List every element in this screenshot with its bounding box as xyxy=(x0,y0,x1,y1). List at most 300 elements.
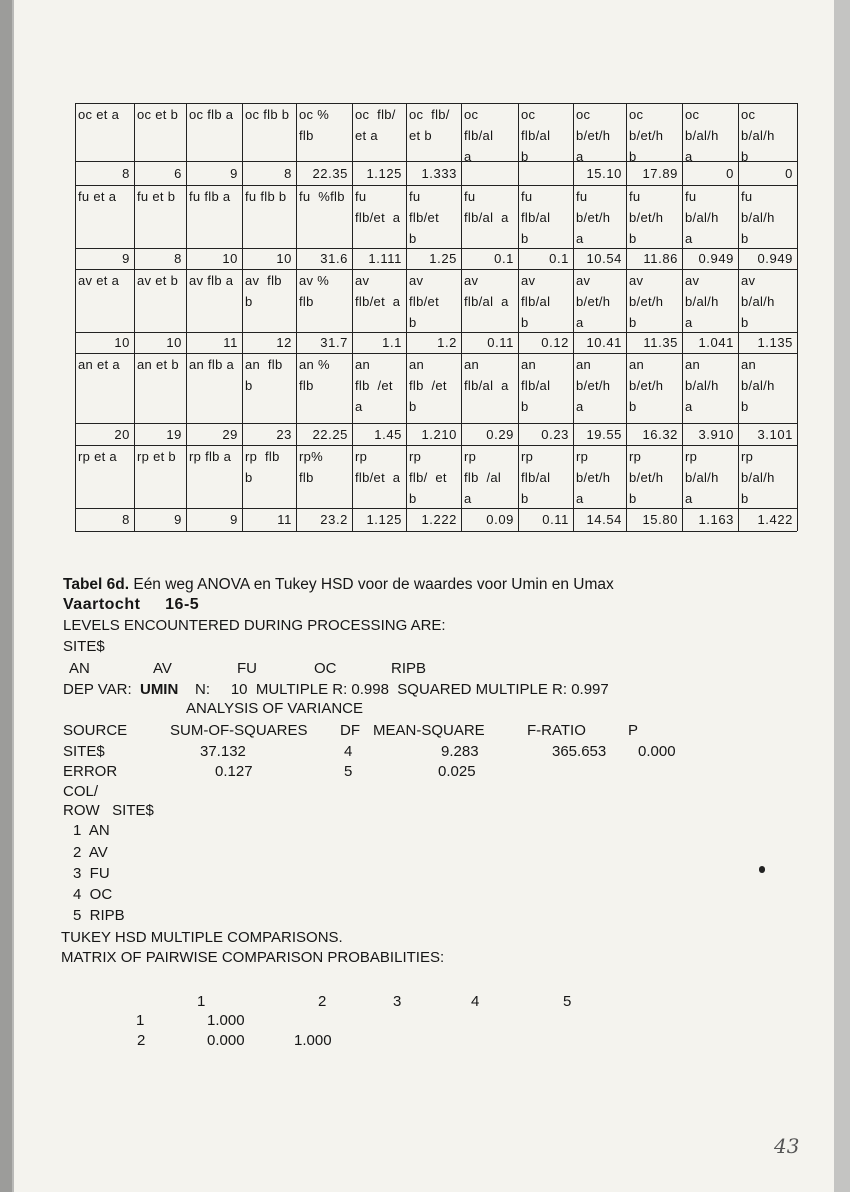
header-text: rp xyxy=(355,449,368,464)
site-oc: OC xyxy=(314,660,337,677)
table-header-cell xyxy=(245,273,282,309)
table-header-cell xyxy=(521,273,550,330)
header-text: fu et a xyxy=(78,189,117,204)
table-value-cell: 1.422 xyxy=(757,512,793,527)
table-header-cell xyxy=(576,273,610,330)
table-header-cell xyxy=(685,189,719,246)
header-text: b xyxy=(521,399,529,414)
table-value-cell: 17.89 xyxy=(642,166,678,181)
table-value-cell: 0.09 xyxy=(486,512,514,527)
table-header-cell xyxy=(464,107,493,164)
anova-site-p: 0.000 xyxy=(638,743,676,760)
table-header-cell xyxy=(245,357,283,393)
table-rule-vertical xyxy=(797,103,798,531)
table-header-cell xyxy=(409,357,447,414)
table-header-cell xyxy=(299,357,330,393)
table-header-cell xyxy=(741,449,775,506)
anova-h-source: SOURCE xyxy=(63,722,128,739)
table-value-cell: 0.1 xyxy=(494,251,514,266)
matrix-2-2: 1.000 xyxy=(294,1032,332,1049)
row-item: 2 AV xyxy=(73,844,108,861)
header-text: b/et/h xyxy=(629,128,664,143)
header-text: rp xyxy=(685,449,698,464)
table-header-cell xyxy=(576,449,610,506)
table-header-cell xyxy=(189,273,233,288)
header-text: a xyxy=(576,491,584,506)
caption-text: Eén weg ANOVA en Tukey HSD voor de waardes voor Umin en Umax xyxy=(129,576,614,593)
table-value-cell: 9 xyxy=(230,166,238,181)
table-value-cell: 29 xyxy=(222,427,238,442)
table-value-cell: 0.1 xyxy=(549,251,569,266)
header-text: flb/et a xyxy=(355,210,401,225)
table-header-cell xyxy=(299,449,323,485)
header-text: oc flb a xyxy=(189,107,234,122)
matrix-1-1: 1.000 xyxy=(207,1012,245,1029)
table-header-cell xyxy=(299,273,329,309)
document-page xyxy=(14,0,834,1192)
header-text: flb/al a xyxy=(464,210,509,225)
table-value-cell: 1.1 xyxy=(382,335,402,350)
table-rule-horizontal xyxy=(75,423,797,424)
header-text: av xyxy=(685,273,700,288)
header-text: a xyxy=(685,315,693,330)
table-value-cell: 1.25 xyxy=(429,251,457,266)
header-text: av xyxy=(741,273,756,288)
header-text: flb xyxy=(299,294,314,309)
table-value-cell: 1.2 xyxy=(437,335,457,350)
header-text: flb/al xyxy=(521,378,551,393)
table-rule-vertical xyxy=(518,103,519,531)
header-text: b/al/h xyxy=(741,210,775,225)
table-header-cell xyxy=(78,273,119,288)
table-value-cell: 0.23 xyxy=(541,427,569,442)
table-header-cell xyxy=(78,189,116,204)
header-text: rp et b xyxy=(137,449,176,464)
header-text: b xyxy=(741,315,749,330)
matrix-row-1-label: 1 xyxy=(136,1012,145,1029)
header-text: an xyxy=(629,357,645,372)
header-text: a xyxy=(685,399,693,414)
table-header-cell xyxy=(741,357,775,414)
header-text: rp xyxy=(521,449,534,464)
table-header-cell xyxy=(685,357,719,414)
header-text: b/al/h xyxy=(741,294,775,309)
header-text: b/et/h xyxy=(576,128,611,143)
col-label: COL/ xyxy=(63,783,99,800)
table-rule-horizontal xyxy=(75,185,797,186)
header-text: fu xyxy=(409,189,421,204)
page-fore-edge xyxy=(834,0,850,1192)
table-value-cell: 10 xyxy=(276,251,292,266)
header-text: b/al/h xyxy=(685,470,719,485)
anova-error-source: ERROR xyxy=(63,763,118,780)
table-value-cell: 1.210 xyxy=(421,427,457,442)
header-text: av xyxy=(629,273,644,288)
header-text: a xyxy=(685,491,693,506)
header-text: b/et/h xyxy=(576,294,611,309)
header-text: flb /et xyxy=(409,378,447,393)
table-header-cell xyxy=(137,273,178,288)
table-value-cell: 3.910 xyxy=(698,427,734,442)
header-text: rp xyxy=(409,449,422,464)
site-av: AV xyxy=(153,660,172,677)
header-text: flb/al a xyxy=(464,294,509,309)
table-value-cell: 1.041 xyxy=(698,335,734,350)
header-text: b/et/h xyxy=(576,470,611,485)
table-value-cell: 11.35 xyxy=(643,335,678,350)
header-text: b xyxy=(741,231,749,246)
header-text: oc xyxy=(521,107,536,122)
table-header-cell xyxy=(629,449,663,506)
header-text: flb /al xyxy=(464,470,502,485)
table-value-cell: 0.11 xyxy=(542,512,569,527)
anova-error-df: 5 xyxy=(344,763,353,780)
header-text: rp et a xyxy=(78,449,117,464)
table-rule-horizontal xyxy=(75,248,797,249)
table-caption xyxy=(63,576,614,594)
table-value-cell: 9 xyxy=(230,512,238,527)
row-item: 4 OC xyxy=(73,886,113,903)
header-text: flb/et a xyxy=(355,294,401,309)
table-value-cell: 31.6 xyxy=(320,251,348,266)
header-text: fu xyxy=(629,189,641,204)
header-text: flb/ et xyxy=(409,470,447,485)
table-header-cell xyxy=(78,357,120,372)
row-item: 1 AN xyxy=(73,822,110,839)
table-header-cell xyxy=(576,357,610,414)
header-text: b/et/h xyxy=(629,378,664,393)
table-header-cell xyxy=(137,107,178,122)
table-value-cell: 9 xyxy=(122,251,130,266)
table-header-cell xyxy=(685,107,719,164)
anova-h-ms: MEAN-SQUARE xyxy=(373,722,485,739)
header-text: av % xyxy=(299,273,330,288)
header-text: b xyxy=(741,491,749,506)
table-header-cell xyxy=(409,107,450,143)
anova-site-f: 365.653 xyxy=(552,743,607,760)
anova-site-ss: 37.132 xyxy=(200,743,246,760)
header-text: oc xyxy=(629,107,644,122)
anova-error-ms: 0.025 xyxy=(438,763,476,780)
header-text: b/al/h xyxy=(685,378,719,393)
anova-site-df: 4 xyxy=(344,743,353,760)
site-an: AN xyxy=(69,660,90,677)
data-table xyxy=(75,103,797,531)
header-text: an xyxy=(741,357,757,372)
header-text: b xyxy=(409,231,417,246)
table-header-cell xyxy=(189,107,233,122)
table-value-cell: 22.35 xyxy=(312,166,348,181)
table-value-cell: 12 xyxy=(276,335,292,350)
header-text: rp xyxy=(576,449,589,464)
table-header-cell xyxy=(78,107,119,122)
matrix-2-1: 0.000 xyxy=(207,1032,245,1049)
table-value-cell: 19.55 xyxy=(586,427,622,442)
header-text: av et b xyxy=(137,273,179,288)
matrix-col-4: 4 xyxy=(471,993,480,1010)
header-text: oc % xyxy=(299,107,330,122)
header-text: b/et/h xyxy=(576,210,611,225)
header-text: rp xyxy=(464,449,477,464)
header-text: av xyxy=(355,273,370,288)
table-value-cell: 10.41 xyxy=(586,335,622,350)
table-header-cell xyxy=(355,273,400,309)
header-text: oc et a xyxy=(78,107,120,122)
table-header-cell xyxy=(685,449,719,506)
header-text: b/al/h xyxy=(741,128,775,143)
table-value-cell: 10 xyxy=(222,251,238,266)
table-header-cell xyxy=(355,357,393,414)
table-value-cell: 0.12 xyxy=(541,335,569,350)
matrix-line: MATRIX OF PAIRWISE COMPARISON PROBABILITIES: xyxy=(61,949,445,966)
table-value-cell: 1.135 xyxy=(757,335,793,350)
header-text: fu flb b xyxy=(245,189,287,204)
levels-line: LEVELS ENCOUNTERED DURING PROCESSING ARE: xyxy=(63,617,446,634)
table-header-cell xyxy=(409,273,439,330)
header-text: flb/al xyxy=(521,294,551,309)
dep-var-name: UMIN xyxy=(139,681,179,698)
table-header-cell xyxy=(189,357,234,372)
table-value-cell: 0.11 xyxy=(487,335,514,350)
header-text: oc xyxy=(685,107,700,122)
header-text: an % xyxy=(299,357,330,372)
header-text: rp flb a xyxy=(189,449,232,464)
header-text: rp xyxy=(741,449,754,464)
header-text: av et a xyxy=(78,273,120,288)
table-value-cell: 1.222 xyxy=(421,512,457,527)
table-value-cell: 23 xyxy=(276,427,292,442)
table-rule-horizontal xyxy=(75,269,797,270)
header-text: a xyxy=(576,149,584,164)
header-text: oc flb/ xyxy=(355,107,396,122)
header-text: a xyxy=(576,399,584,414)
site-fu: FU xyxy=(237,660,257,677)
table-header-cell xyxy=(464,189,509,225)
matrix-col-1: 1 xyxy=(197,993,206,1010)
table-header-cell xyxy=(521,449,550,506)
header-text: flb/al a xyxy=(464,378,509,393)
table-header-cell xyxy=(355,189,400,225)
table-header-cell xyxy=(685,273,719,330)
table-value-cell: 1.163 xyxy=(698,512,734,527)
header-text: fu xyxy=(521,189,533,204)
table-value-cell: 6 xyxy=(174,166,182,181)
table-header-cell xyxy=(521,107,550,164)
header-text: an xyxy=(355,357,371,372)
table-value-cell: 22.25 xyxy=(312,427,348,442)
header-text: fu xyxy=(741,189,753,204)
site-ripb: RIPB xyxy=(391,660,427,677)
header-text: flb/al xyxy=(521,470,551,485)
table-value-cell: 1.125 xyxy=(366,512,402,527)
header-text: rp xyxy=(629,449,642,464)
header-text: b/et/h xyxy=(629,470,664,485)
anova-site-ms: 9.283 xyxy=(441,743,479,760)
header-text: b xyxy=(629,231,637,246)
page-number: 43 xyxy=(774,1134,800,1158)
table-value-cell: 11.86 xyxy=(643,251,678,266)
table-value-cell: 0.949 xyxy=(757,251,793,266)
report-heading: Vaartocht 16-5 xyxy=(63,596,200,613)
table-header-cell xyxy=(245,189,286,204)
table-value-cell: 10.54 xyxy=(586,251,622,266)
row-item: 5 RIPB xyxy=(73,907,125,924)
header-text: flb xyxy=(299,378,314,393)
table-value-cell: 10 xyxy=(114,335,130,350)
header-text: an xyxy=(685,357,701,372)
header-text: b xyxy=(521,149,529,164)
table-value-cell: 1.125 xyxy=(366,166,402,181)
header-text: flb /et xyxy=(355,378,393,393)
header-text: av xyxy=(409,273,424,288)
header-text: b/al/h xyxy=(685,210,719,225)
header-text: flb/et a xyxy=(355,470,401,485)
anova-h-p: P xyxy=(628,722,639,739)
header-text: fu xyxy=(355,189,367,204)
row-label: ROW SITE$ xyxy=(63,802,154,819)
row-item: 3 FU xyxy=(73,865,110,882)
header-text: oc xyxy=(464,107,479,122)
header-text: b xyxy=(409,399,417,414)
table-value-cell: 11 xyxy=(277,512,292,527)
header-text: av flb xyxy=(245,273,282,288)
header-text: et b xyxy=(409,128,432,143)
header-text: oc xyxy=(741,107,756,122)
table-header-cell xyxy=(78,449,117,464)
table-header-cell xyxy=(299,189,345,204)
table-header-cell xyxy=(137,189,175,204)
table-header-cell xyxy=(189,189,230,204)
table-value-cell: 1.111 xyxy=(368,251,402,266)
header-text: b/al/h xyxy=(741,378,775,393)
table-header-cell xyxy=(409,449,447,506)
header-text: flb/et xyxy=(409,210,439,225)
table-value-cell: 8 xyxy=(122,166,130,181)
header-text: b xyxy=(629,399,637,414)
table-value-cell: 1.333 xyxy=(421,166,457,181)
header-text: rp% xyxy=(299,449,324,464)
header-text: b xyxy=(521,315,529,330)
caption-label: Tabel 6d. xyxy=(63,576,130,593)
table-rule-horizontal xyxy=(75,353,797,354)
table-header-cell xyxy=(629,189,663,246)
header-text: fu flb a xyxy=(189,189,231,204)
table-rule-horizontal xyxy=(75,531,797,532)
anova-h-df: DF xyxy=(340,722,360,739)
table-value-cell: 20 xyxy=(114,427,130,442)
header-text: av flb a xyxy=(189,273,234,288)
matrix-col-5: 5 xyxy=(563,993,572,1010)
table-header-cell xyxy=(355,449,400,485)
table-rule-horizontal xyxy=(75,445,797,446)
header-text: flb/al xyxy=(521,210,551,225)
anova-site-source: SITE$ xyxy=(63,743,105,760)
header-text: fu xyxy=(576,189,588,204)
table-rule-horizontal xyxy=(75,332,797,333)
header-text: an et b xyxy=(137,357,179,372)
book-binding-edge xyxy=(0,0,14,1192)
table-value-cell: 0 xyxy=(726,166,734,181)
table-header-cell xyxy=(741,107,775,164)
header-text: b/al/h xyxy=(685,294,719,309)
table-value-cell: 0.949 xyxy=(698,251,734,266)
header-text: flb xyxy=(299,470,314,485)
header-text: a xyxy=(464,491,472,506)
table-value-cell: 14.54 xyxy=(586,512,622,527)
header-text: rp flb xyxy=(245,449,280,464)
header-text: a xyxy=(685,231,693,246)
header-text: b/et/h xyxy=(629,210,664,225)
table-header-cell xyxy=(464,449,501,506)
table-header-cell xyxy=(521,357,550,414)
header-text: av xyxy=(521,273,536,288)
header-text: b xyxy=(741,399,749,414)
table-header-cell xyxy=(137,357,179,372)
sites-label: SITE$ xyxy=(63,638,105,655)
table-header-cell xyxy=(629,273,663,330)
header-text: an et a xyxy=(78,357,120,372)
header-text: an xyxy=(409,357,425,372)
table-rule-horizontal xyxy=(75,508,797,509)
header-text: a xyxy=(576,231,584,246)
header-text: b xyxy=(409,315,417,330)
header-text: b/et/h xyxy=(576,378,611,393)
table-value-cell: 8 xyxy=(122,512,130,527)
table-value-cell: 23.2 xyxy=(320,512,348,527)
table-header-cell xyxy=(355,107,396,143)
table-header-cell xyxy=(464,273,509,309)
header-text: b xyxy=(741,149,749,164)
dep-var-stats: N: 10 MULTIPLE R: 0.998 SQUARED MULTIPLE R: 0.997 xyxy=(194,681,609,698)
anova-h-f: F-RATIO xyxy=(527,722,586,739)
matrix-col-3: 3 xyxy=(393,993,402,1010)
header-text: a xyxy=(464,149,472,164)
header-text: oc et b xyxy=(137,107,179,122)
table-value-cell: 1.45 xyxy=(374,427,402,442)
table-value-cell: 8 xyxy=(174,251,182,266)
table-header-cell xyxy=(299,107,329,143)
header-text: an xyxy=(576,357,592,372)
dep-var-prefix: DEP VAR: xyxy=(63,681,132,698)
table-rule-horizontal xyxy=(75,103,797,104)
table-value-cell: 11 xyxy=(223,335,238,350)
table-header-cell xyxy=(741,189,775,246)
table-header-cell xyxy=(245,107,289,122)
table-header-cell xyxy=(137,449,176,464)
table-value-cell: 3.101 xyxy=(757,427,793,442)
header-text: b/et/h xyxy=(629,294,664,309)
table-header-cell xyxy=(245,449,280,485)
table-value-cell: 0 xyxy=(785,166,793,181)
header-text: av xyxy=(464,273,479,288)
header-text: et a xyxy=(355,128,378,143)
table-value-cell: 19 xyxy=(166,427,182,442)
header-text: b xyxy=(521,231,529,246)
header-text: an xyxy=(521,357,537,372)
header-text: a xyxy=(685,149,693,164)
header-text: an flb a xyxy=(189,357,235,372)
table-header-cell xyxy=(576,189,610,246)
anova-h-ss: SUM-OF-SQUARES xyxy=(170,722,308,739)
header-text: a xyxy=(355,399,363,414)
header-text: fu xyxy=(685,189,697,204)
table-rule-vertical xyxy=(461,103,462,531)
header-text: fu et b xyxy=(137,189,176,204)
table-value-cell: 10 xyxy=(166,335,182,350)
table-header-cell xyxy=(576,107,610,164)
anova-error-ss: 0.127 xyxy=(215,763,253,780)
table-value-cell: 0.29 xyxy=(486,427,514,442)
